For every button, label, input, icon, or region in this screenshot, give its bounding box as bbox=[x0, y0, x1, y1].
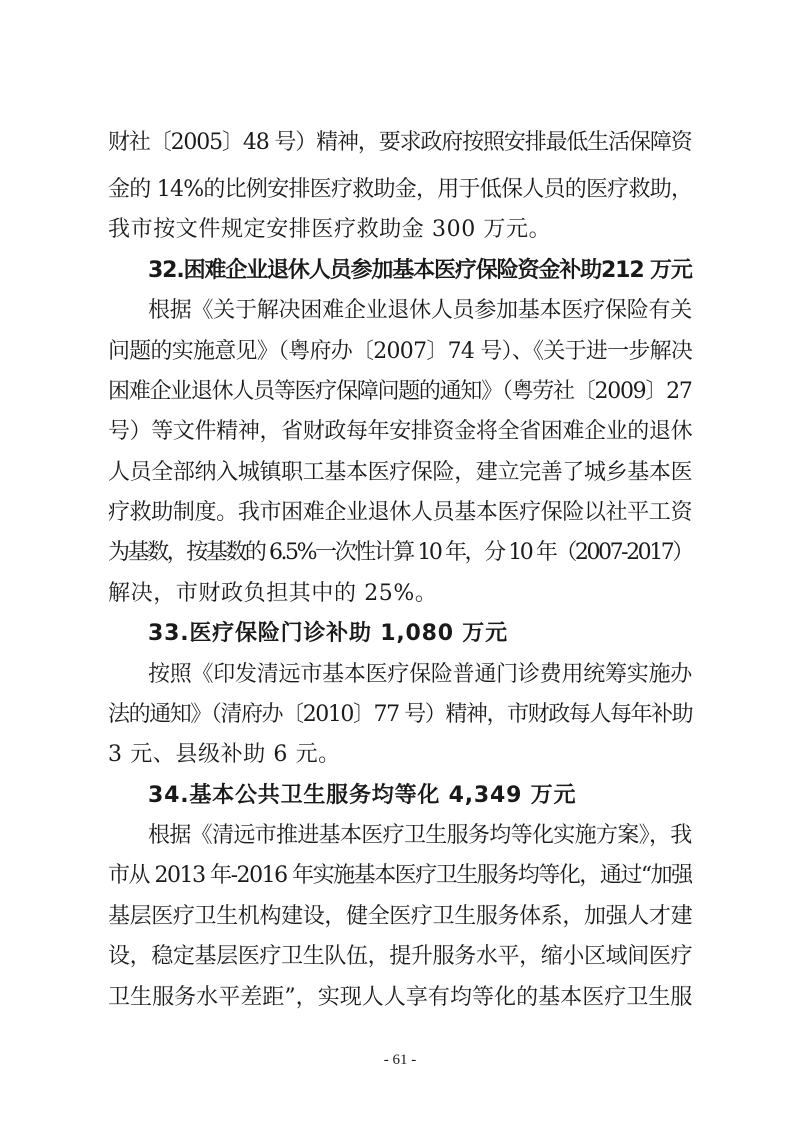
body-text-line: 卫生服务水平差距”，实现人人享有均等化的基本医疗卫生服 bbox=[108, 985, 693, 1010]
body-text-line: 为基数，按基数的 6.5%一次性计算 10 年，分 10 年（2007-2017） bbox=[108, 540, 692, 565]
body-text-line: 根据《关于解决困难企业退休人员参加基本医疗保险有关 bbox=[148, 298, 693, 323]
body-text-line: 号）等文件精神，省财政每年安排资金将全省困难企业的退休 bbox=[108, 419, 693, 444]
body-text-line: 基层医疗卫生机构建设，健全医疗卫生服务体系，加强人才建 bbox=[108, 904, 693, 929]
body-text-line: 金的 14%的比例安排医疗救助金，用于低保人员的医疗救助， bbox=[108, 177, 693, 202]
body-text-line: 市从 2013 年-2016 年实施基本医疗卫生服务均等化，通过“加强 bbox=[108, 863, 692, 888]
page-number: - 61 - bbox=[383, 1052, 417, 1068]
body-text-line: 设，稳定基层医疗卫生队伍，提升服务水平，缩小区域间医疗 bbox=[108, 944, 693, 969]
body-text-line: 我市按文件规定安排医疗救助金 300 万元。 bbox=[108, 217, 552, 242]
body-text-line: 3 元、县级补助 6 元。 bbox=[108, 742, 341, 767]
body-text-line: 解决，市财政负担其中的 25%。 bbox=[108, 581, 438, 606]
body-text-line: 疗救助制度。我市困难企业退休人员基本医疗保险以社平工资 bbox=[108, 500, 693, 525]
body-text-line: 财社〔2005〕48 号）精神，要求政府按照安排最低生活保障资 bbox=[108, 130, 692, 155]
section-heading-34: 34.基本公共卫生服务均等化 4,349 万元 bbox=[148, 783, 577, 808]
body-text-line: 根据《清远市推进基本医疗卫生服务均等化实施方案》，我 bbox=[148, 823, 692, 848]
body-text-line: 问题的实施意见》（粤府办〔2007〕74 号）、《关于进一步解决 bbox=[108, 339, 693, 364]
section-heading-33: 33.医疗保险门诊补助 1,080 万元 bbox=[148, 621, 508, 646]
section-heading-32: 32.困难企业退休人员参加基本医疗保险资金补助212 万元 bbox=[148, 258, 692, 283]
body-text-line: 人员全部纳入城镇职工基本医疗保险，建立完善了城乡基本医 bbox=[108, 460, 693, 485]
body-text-line: 困难企业退休人员等医疗保障问题的通知》（粤劳社〔2009〕27 bbox=[108, 379, 692, 404]
body-text-line: 按照《印发清远市基本医疗保险普通门诊费用统筹实施办 bbox=[148, 662, 693, 687]
body-text-line: 法的通知》（清府办〔2010〕77 号）精神，市财政每人每年补助 bbox=[108, 702, 693, 727]
